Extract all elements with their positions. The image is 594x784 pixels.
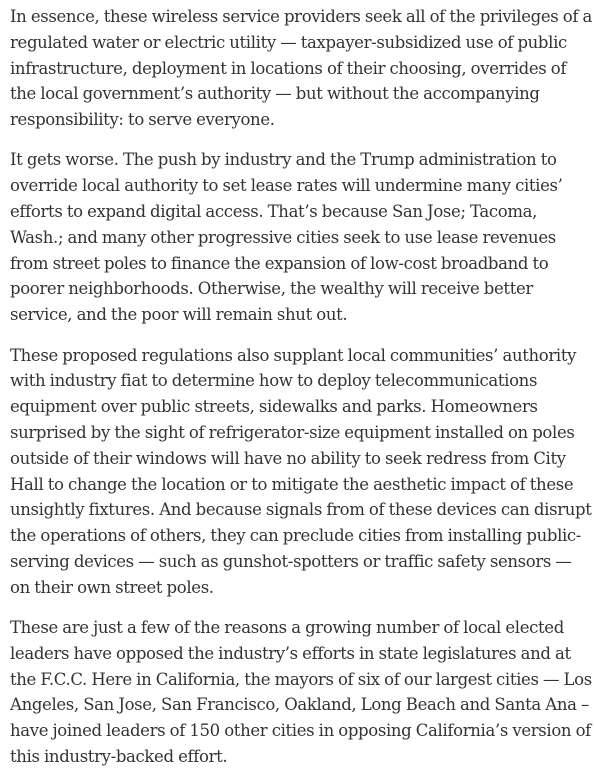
article-body <box>10 4 592 784</box>
article-paragraph-3: These proposed regulations also supplant local communities’ authority with industry fiat to determine how to deploy telecommunications equipment over public streets, sidewalks and parks. Homeowners surprised by the sight of refrigerator-size equipment installed on poles outside of their windows will have no ability to seek redress from City Hall to change the location or to mitigate the aesthetic impact of these unsightly fixtures. And because signals from of these devices can disrupt the operations of others, they can preclude cities from installing public-serving devices — such as gunshot-spotters or traffic safety sensors — on their own street poles. <box>10 345 592 597</box>
article-paragraph-4: These are just a few of the reasons a growing number of local elected leaders have opposed the industry’s efforts in state legislatures and at the F.C.C. Here in California, the mayors of six of our largest cities — Los Angeles, San Jose, San Francisco, Oakland, Long Beach and Santa Ana – have joined leaders of 150 other cities in opposing California’s version of this industry-backed effort. <box>10 618 592 767</box>
article-paragraph-2: It gets worse. The push by industry and the Trump administration to override local authority to set lease rates will undermine many cities’ efforts to expand digital access. That’s because San Jose; Tacoma, Wash.; and many other progressive cities seek to use lease revenues from street poles to finance the expansion of low-cost broadband to poorer neighborhoods. Otherwise, the wealthy will receive better service, and the poor will remain shut out. <box>10 150 563 325</box>
article-paragraph-1: In essence, these wireless service providers seek all of the privileges of a regulated water or electric utility — taxpayer-subsidized use of public infrastructure, deployment in locations of their choosing, overrides of the local government’s authority — but without the accompanying responsibility: to serve everyone. <box>10 7 592 130</box>
